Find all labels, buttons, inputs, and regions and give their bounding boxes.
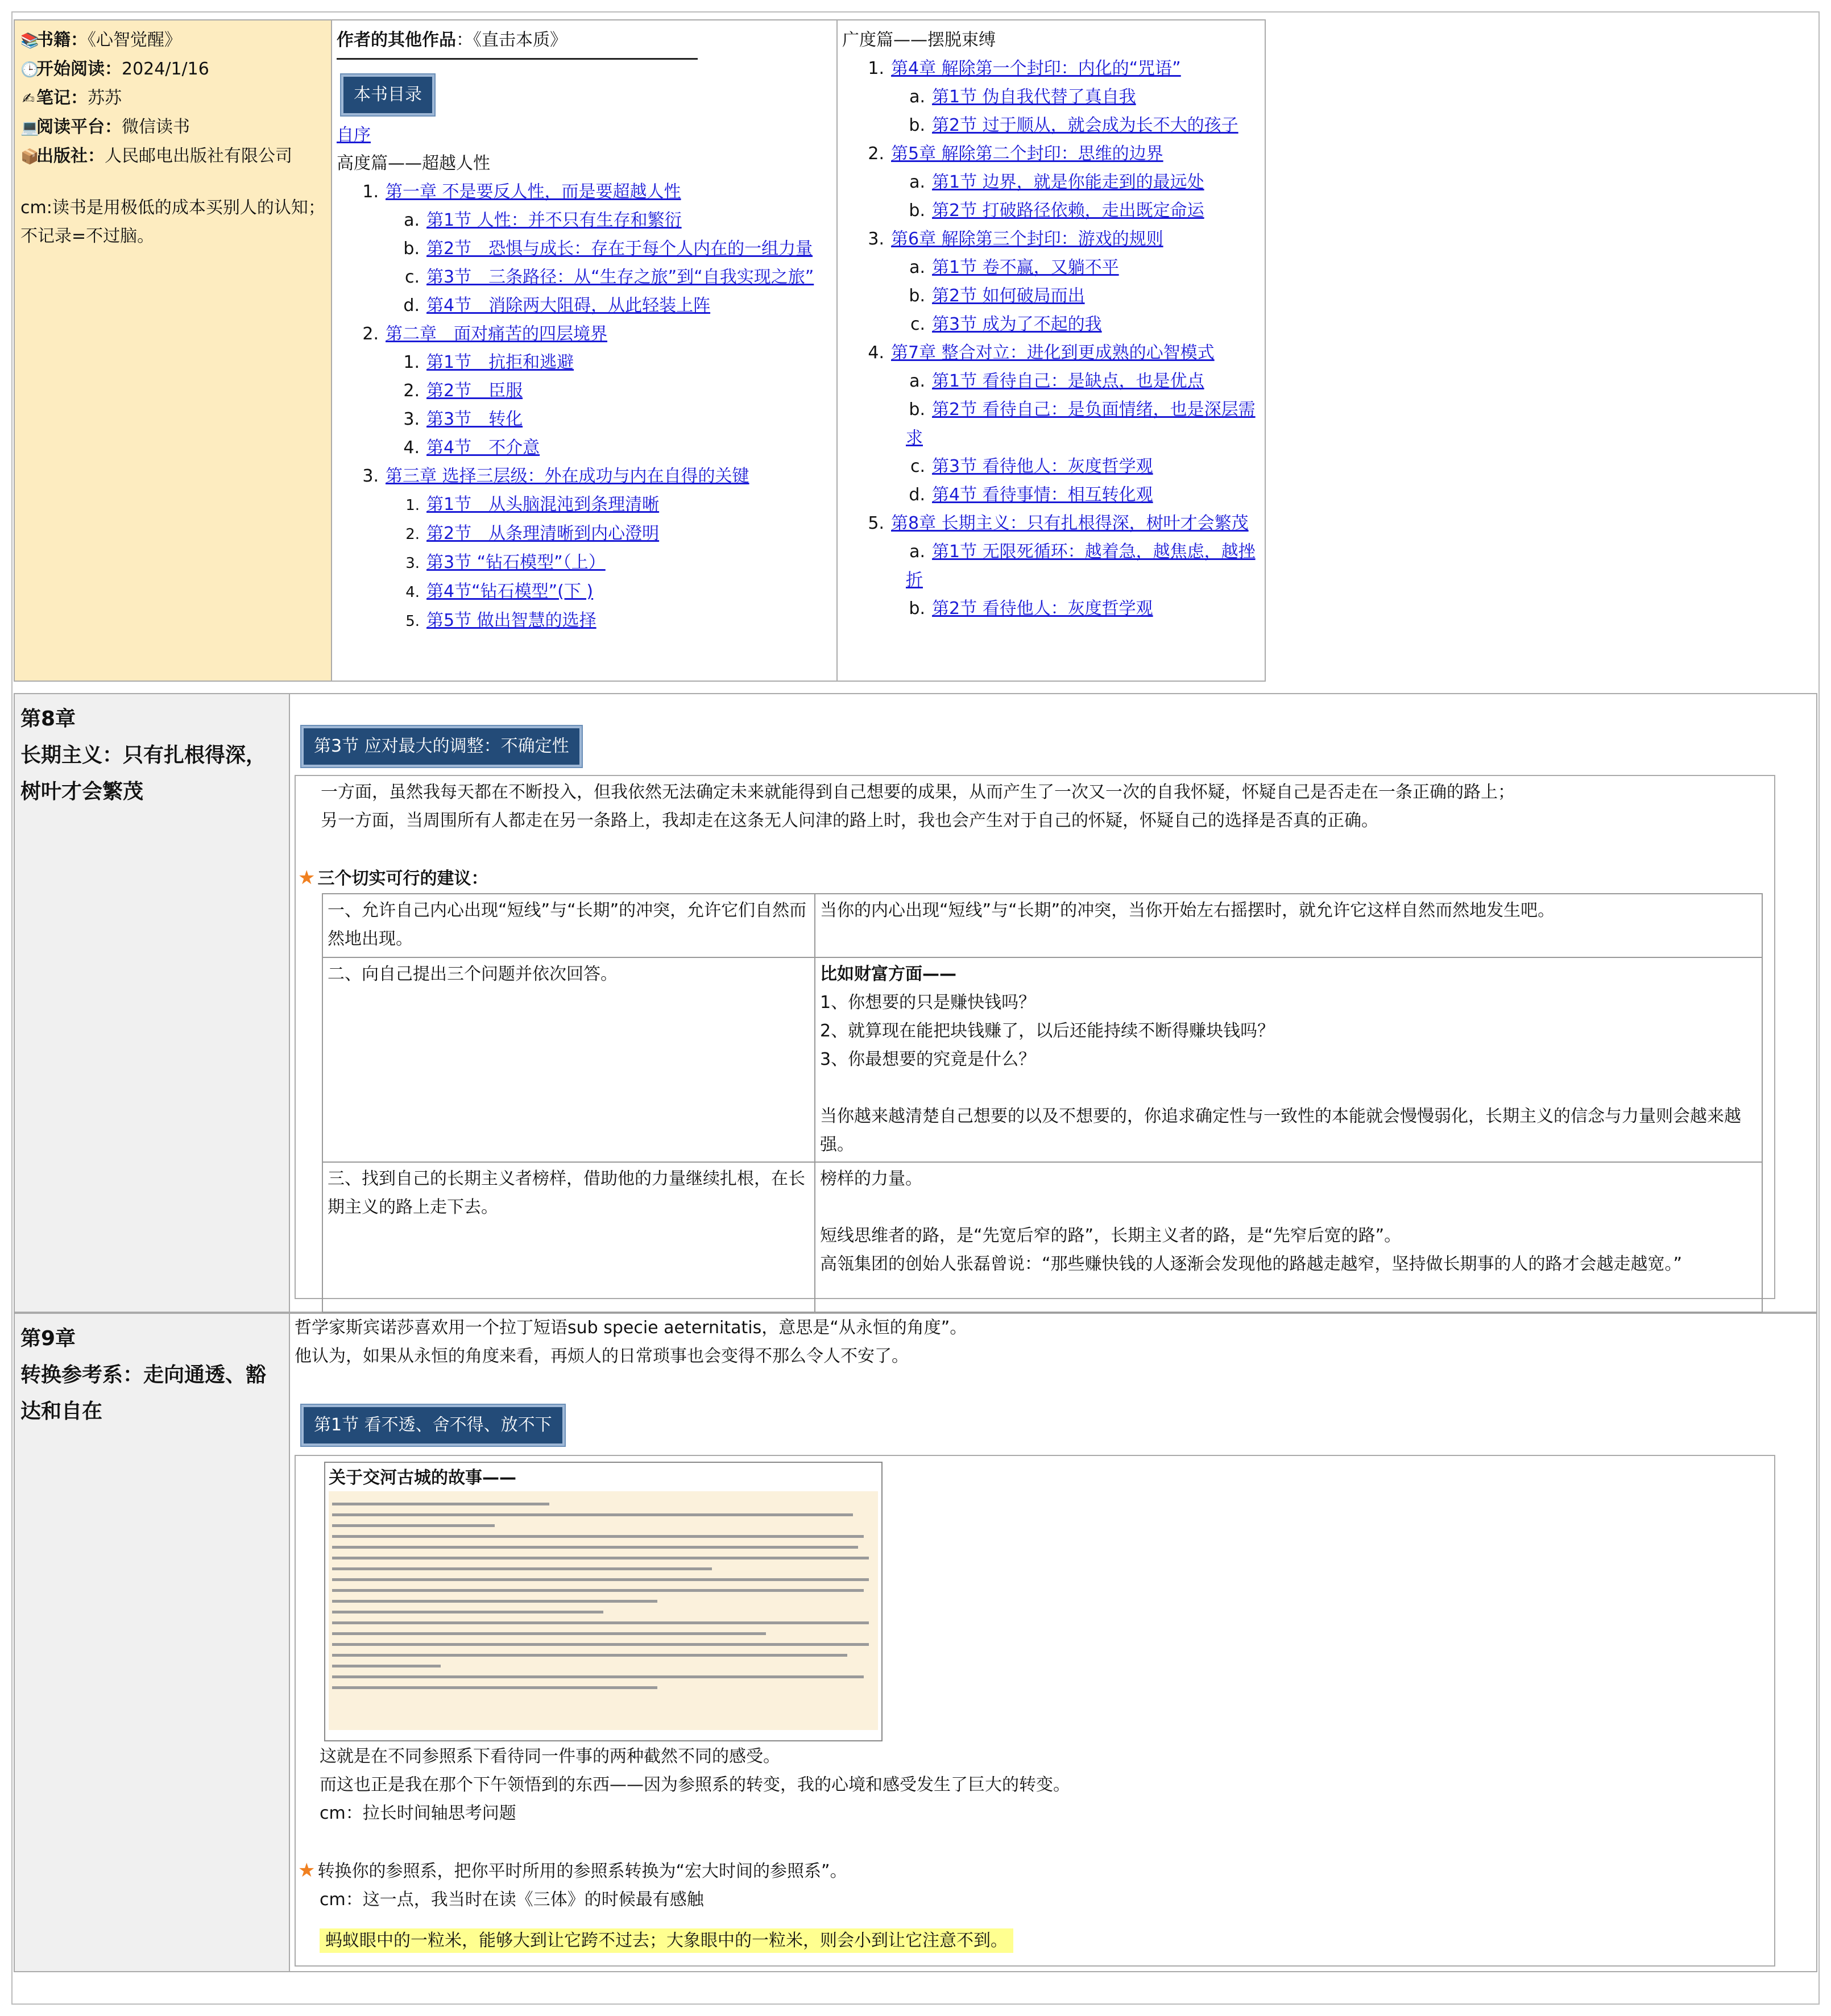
toc-chapter-item[interactable] (337, 462, 832, 491)
book-info-table (14, 19, 1266, 682)
toc-section-item[interactable] (842, 282, 1260, 310)
tip-cell: 二、向自己提出三个问题并依次回答。 (322, 957, 815, 1162)
toc-section-item[interactable] (337, 520, 832, 549)
highlighted-quote: 蚂蚁眼中的一粒米，能够大到让它跨不过去；大象眼中的一粒米，则会小到让它注意不到。 (320, 1928, 1013, 1953)
toc-section-link[interactable]: 第2节 看待他人：灰度哲学观 (932, 599, 1153, 619)
book-meta-cell (15, 20, 332, 681)
toc-chapter-item[interactable] (842, 225, 1260, 254)
start-row: 🕒开始阅读：2024/1/16 (20, 55, 325, 84)
toc-left-list (337, 178, 832, 636)
tip-detail-cell: 比如财富方面—— 1、你想要的只是赚快钱吗？ 2、就算现在能把块钱赚了，以后还能持续不断得赚块钱吗？ 3、你最想要的究竟是什么？ 当你越来越清楚自己想要的以及不想要的，你追求确定性与一致性的本能就会慢慢弱化，长期主义的信念与力量则会越来越强。 (815, 957, 1762, 1162)
toc-section-item[interactable] (842, 111, 1260, 140)
toc-section-item[interactable] (337, 292, 832, 320)
story-text-block (329, 1491, 878, 1730)
tip-cell: 三、找到自己的长期主义者榜样，借助他的力量继续扎根，在长期主义的路上走下去。 (322, 1162, 815, 1312)
story-screenshot-image (324, 1462, 883, 1741)
toc-section-item[interactable] (337, 578, 832, 607)
toc-section-item[interactable] (337, 491, 832, 520)
list-number: 3. (868, 229, 884, 249)
tip-cell: 一、允许自己内心出现“短线”与“长期”的冲突，允许它们自然而然地出现。 (322, 894, 815, 957)
other-works: 作者的其他作品：《直击本质》 (337, 30, 567, 50)
paragraph: 而这也正是我在那个下午领悟到的东西——因为参照系的转变，我的心境和感受发生了巨大的转变。 (320, 1775, 1070, 1795)
toc-section-link[interactable]: 第1节 从头脑混沌到条理清晰 (426, 495, 660, 515)
toc-section-item[interactable] (337, 349, 832, 377)
toc-chapter-link[interactable]: 第一章 不是要反人性，而是要超越人性 (386, 182, 681, 202)
toc-section-link[interactable]: 第1节 人性：并不只有生存和繁衍 (426, 210, 682, 230)
list-number: a. (909, 542, 925, 562)
toc-chapter-link[interactable]: 第5章 解除第二个封印：思维的边界 (891, 144, 1163, 164)
paragraph: 哲学家斯宾诺莎喜欢用一个拉丁短语sub specie aeternitatis，意思是“从永恒的角度”。 (295, 1318, 967, 1338)
book-row: 📚书籍：《心智觉醒》 (20, 26, 325, 55)
chapter-8-row (14, 693, 1817, 1313)
list-number: b. (909, 115, 925, 135)
list-number: a. (909, 87, 925, 107)
chapter-9-side (15, 1314, 290, 1971)
toc-section-item[interactable] (337, 434, 832, 462)
table-row (322, 1162, 1762, 1312)
star-icon: ★ (298, 866, 316, 889)
toc-section-item[interactable] (842, 367, 1260, 396)
table-row (322, 894, 1762, 957)
list-number: b. (403, 239, 420, 259)
person-writing-icon: ✍ (22, 90, 35, 107)
toc-chapter-item[interactable] (337, 320, 832, 349)
toc-chapter-item[interactable] (842, 55, 1260, 83)
comment: cm：拉长时间轴思考问题 (320, 1803, 516, 1823)
list-number: 2. (362, 324, 379, 344)
reading-comment: cm:读书是用极低的成本买别人的认知；不记录=不过脑。 (20, 198, 325, 246)
list-number: 2. (868, 144, 884, 164)
tip-detail-cell: 当你的内心出现“短线”与“长期”的冲突，当你开始左右摇摆时，就允许它这样自然而然地发生吧。 (815, 894, 1762, 957)
toc-section-link[interactable]: 第3节 三条路径：从“生存之旅”到“自我实现之旅” (426, 267, 814, 287)
section-box (295, 1455, 1775, 1967)
toc-section-link[interactable]: 第4节 看待事情：相互转化观 (932, 485, 1153, 505)
list-number: 4. (405, 584, 420, 601)
list-number: a. (404, 210, 420, 230)
list-number: 3. (362, 466, 379, 486)
toc-section-link[interactable]: 第2节 如何破局而出 (932, 286, 1085, 306)
list-number: 5. (868, 513, 884, 533)
toc-right-cell (838, 20, 1265, 681)
part-title: 广度篇——摆脱束缚 (842, 30, 996, 50)
toc-section-link[interactable]: 第1节 边界，就是你能走到的最远处 (932, 172, 1204, 192)
toc-section-link[interactable]: 第1节 抗拒和逃避 (426, 352, 574, 372)
toc-section-link[interactable]: 第3节 成为了不起的我 (932, 314, 1102, 334)
toc-section-item[interactable] (842, 481, 1260, 509)
chapter-8-side (15, 694, 290, 1312)
toc-section-link[interactable]: 第1节 无限死循环：越着急，越焦虑，越挫折 (906, 542, 1256, 590)
toc-chapter-link[interactable]: 第二章 面对痛苦的四层境界 (386, 324, 607, 344)
list-number: b. (909, 201, 925, 221)
section-button[interactable]: 第1节 看不透、舍不得、放不下 (301, 1405, 565, 1446)
list-number: 1. (403, 352, 420, 372)
list-number: 1. (405, 497, 420, 514)
toc-section-item[interactable] (842, 453, 1260, 481)
toc-section-link[interactable]: 第2节 看待自己：是负面情绪，也是深层需求 (906, 400, 1256, 448)
package-icon: 📦 (20, 148, 39, 165)
toc-button[interactable]: 本书目录 (341, 74, 434, 115)
list-number: 5. (405, 613, 420, 630)
toc-section-item[interactable] (842, 254, 1260, 282)
part-title: 高度篇——超越人性 (337, 154, 490, 173)
list-number: d. (403, 296, 420, 316)
clock-icon: 🕒 (20, 61, 39, 78)
toc-right-list (842, 55, 1260, 623)
list-number: 1. (362, 182, 379, 202)
star-icon: ★ (298, 1859, 316, 1882)
platform-row: 💻阅读平台：微信读书 (20, 113, 325, 142)
chapter-9-row (14, 1313, 1817, 1972)
toc-section-link[interactable]: 第1节 伪自我代替了真自我 (932, 87, 1136, 107)
toc-section-link[interactable]: 第1节 看待自己：是缺点，也是优点 (932, 371, 1204, 391)
paragraph: 一方面，虽然我每天都在不断投入，但我依然无法确定未来就能得到自己想要的成果，从而产生了一次又一次的自我怀疑，怀疑自己是否走在一条正确的路上； (321, 782, 1515, 802)
toc-section-item[interactable] (337, 405, 832, 434)
toc-section-link[interactable]: 第4节 消除两大阻碍，从此轻装上阵 (426, 296, 711, 316)
chapter-label: 第9章 (20, 1327, 76, 1350)
toc-section-link[interactable]: 第2节 臣服 (426, 381, 523, 401)
chapter-9-content (290, 1314, 1816, 1971)
list-number: d. (909, 485, 925, 505)
list-number: 3. (405, 555, 420, 572)
toc-section-link[interactable]: 第1节 卷不赢，又躺不平 (932, 258, 1119, 277)
section-button[interactable]: 第3节 应对最大的调整：不确定性 (301, 726, 582, 767)
toc-chapter-item[interactable] (842, 339, 1260, 367)
tips-table (322, 893, 1763, 1313)
toc-section-link[interactable]: 第2节 从条理清晰到内心澄明 (426, 524, 660, 544)
toc-chapter-item[interactable] (842, 140, 1260, 168)
publisher-row: 📦出版社：人民邮电出版社有限公司 (20, 142, 325, 171)
chapter-label: 第8章 (20, 707, 76, 731)
toc-section-item[interactable] (842, 310, 1260, 339)
toc-section-link[interactable]: 第5节 做出智慧的选择 (426, 611, 596, 630)
toc-section-link[interactable]: 第3节 转化 (426, 409, 523, 429)
chapter-title: 长期主义：只有扎根得深，树叶才会繁茂 (20, 744, 267, 803)
toc-section-link[interactable]: 第4节“钻石模型”(下 ) (426, 582, 594, 602)
chapter-8-content (290, 694, 1816, 1312)
list-number: b. (909, 286, 925, 306)
toc-section-item[interactable] (842, 197, 1260, 225)
paragraph: 他认为，如果从永恒的角度来看，再烦人的日常琐事也会变得不那么令人不安了。 (295, 1346, 909, 1366)
toc-section-item[interactable] (337, 549, 832, 578)
toc-chapter-link[interactable]: 第7章 整合对立：进化到更成熟的心智模式 (891, 343, 1215, 363)
star-point: ★ 转换你的参照系，把你平时所用的参照系转换为“宏大时间的参照系”。 (298, 1859, 847, 1882)
toc-section-link[interactable]: 第3节 看待他人：灰度哲学观 (932, 457, 1153, 476)
list-number: 4. (868, 343, 884, 363)
toc-chapter-link[interactable]: 第三章 选择三层级：外在成功与内在自得的关键 (386, 466, 749, 486)
toc-chapter-link[interactable]: 第8章 长期主义：只有扎根得深，树叶才会繁茂 (891, 513, 1249, 533)
list-number: 3. (403, 409, 420, 429)
toc-section-item[interactable] (337, 263, 832, 292)
list-number: c. (910, 457, 925, 476)
story-title: 关于交河古城的故事—— (329, 1468, 516, 1488)
list-number: a. (909, 258, 925, 277)
paragraph: 这就是在不同参照系下看待同一件事的两种截然不同的感受。 (320, 1747, 780, 1766)
toc-section-item[interactable] (337, 235, 832, 263)
toc-section-item[interactable] (337, 206, 832, 235)
list-number: c. (404, 267, 420, 287)
toc-section-item[interactable] (337, 607, 832, 636)
chapter-title: 转换参考系：走向通透、豁达和自在 (20, 1363, 267, 1423)
list-number: 1. (868, 59, 884, 78)
list-number: 4. (403, 438, 420, 458)
toc-chapter-link[interactable]: 第6章 解除第三个封印：游戏的规则 (891, 229, 1163, 249)
table-row (322, 957, 1762, 1162)
toc-section-link[interactable]: 第2节 打破路径依赖，走出既定命运 (932, 201, 1204, 221)
toc-section-item[interactable] (842, 168, 1260, 197)
toc-section-item[interactable] (842, 538, 1260, 595)
books-icon: 📚 (20, 32, 39, 49)
toc-section-item[interactable] (842, 396, 1260, 453)
section-box (295, 775, 1775, 1299)
list-number: a. (909, 371, 925, 391)
toc-left-cell (332, 20, 838, 681)
divider (337, 58, 698, 60)
list-number: b. (909, 400, 925, 420)
toc-chapter-link[interactable]: 第4章 解除第一个封印：内化的“咒语” (891, 59, 1181, 78)
toc-chapter-item[interactable] (337, 178, 832, 206)
list-number: b. (909, 599, 925, 619)
toc-section-link[interactable]: 第2节 恐惧与成长：存在于每个人内在的一组力量 (426, 239, 813, 259)
toc-chapter-item[interactable] (842, 509, 1260, 538)
toc-section-link[interactable]: 第2节 过于顺从，就会成为长不大的孩子 (932, 115, 1238, 135)
tip-detail-cell: 榜样的力量。 短线思维者的路，是“先宽后窄的路”，长期主义者的路，是“先窄后宽的路”。 高瓴集团的创始人张磊曾说：“那些赚快钱的人逐渐会发现他的路越走越窄，坚持做长期事的人的路才会越走越宽。” (815, 1162, 1762, 1312)
comment: cm：这一点，我当时在读《三体》的时候最有感触 (320, 1890, 704, 1910)
toc-section-item[interactable] (842, 595, 1260, 623)
preface-link[interactable]: 自序 (337, 125, 371, 145)
tips-heading: ★ 三个切实可行的建议： (298, 866, 488, 889)
toc-section-item[interactable] (842, 83, 1260, 111)
paragraph: 另一方面，当周围所有人都走在另一条路上，我却走在这条无人问津的路上时，我也会产生对于自己的怀疑，怀疑自己的选择是否真的正确。 (321, 811, 1378, 831)
list-number: c. (910, 314, 925, 334)
toc-section-link[interactable]: 第3节 “钻石模型”（上） (426, 553, 606, 573)
list-number: a. (909, 172, 925, 192)
laptop-icon: 💻 (20, 119, 39, 136)
notes-row: ✍ 笔记：苏苏 (20, 84, 325, 113)
toc-section-link[interactable]: 第4节 不介意 (426, 438, 540, 458)
list-number: 2. (403, 381, 420, 401)
toc-section-item[interactable] (337, 377, 832, 405)
list-number: 2. (405, 526, 420, 543)
